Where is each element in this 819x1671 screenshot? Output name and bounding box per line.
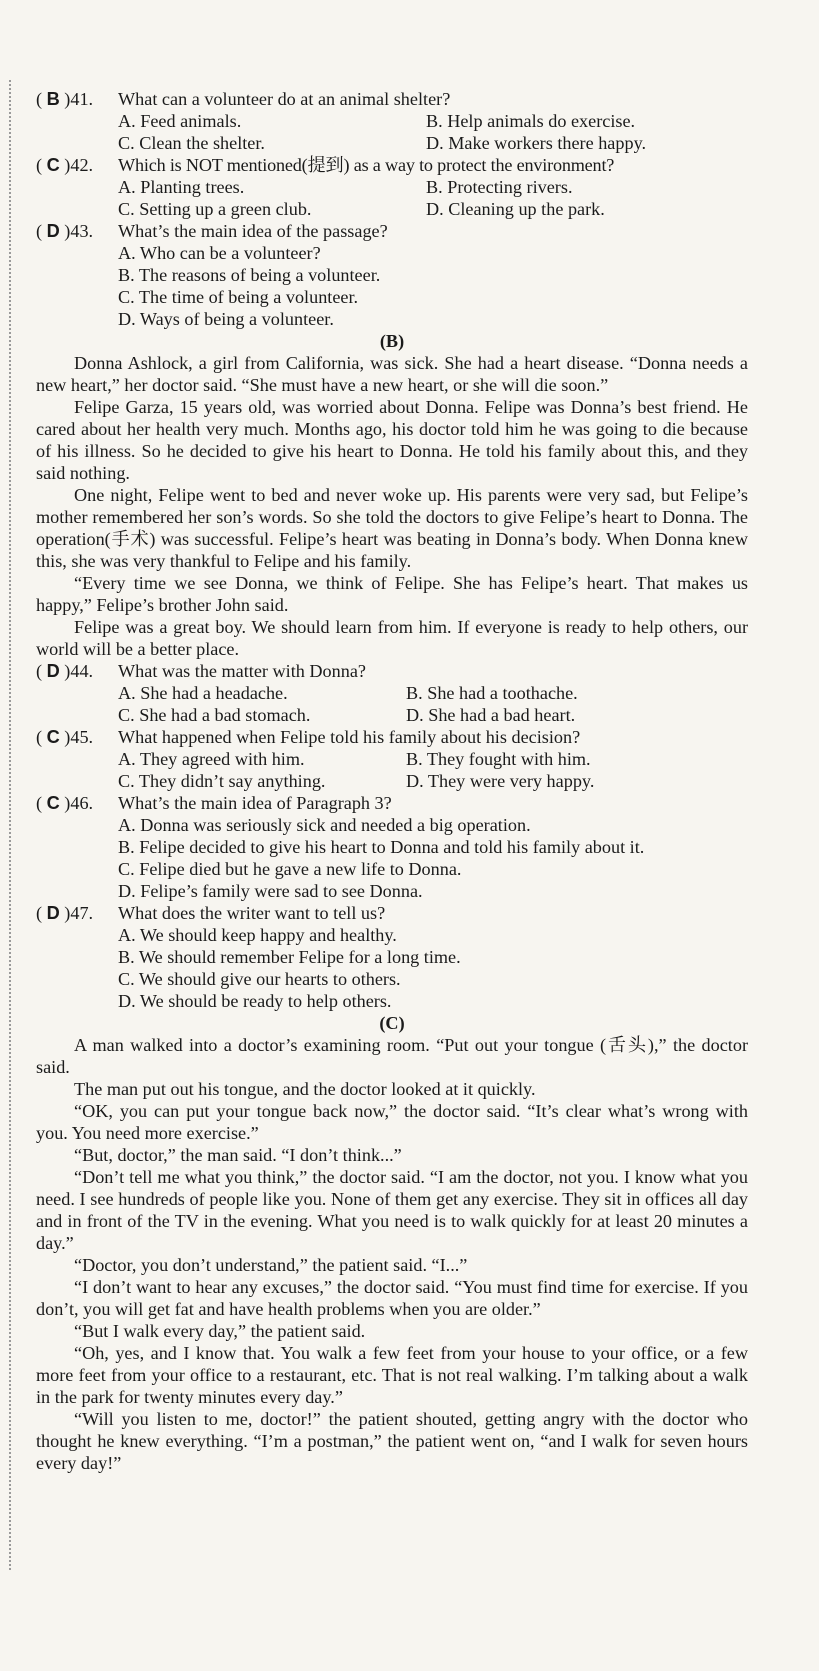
option-b: B. They fought with him. bbox=[406, 749, 591, 769]
passage-b-paragraph-4: “Every time we see Donna, we think of Felipe. She has Felipe’s heart. That makes us happy,” Felipe’s brother John said. bbox=[36, 573, 748, 615]
question-41: ( B )41. What can a volunteer do at an animal shelter? A. Feed animals. B. Help animals do exercise. C. Clean the shelter. D. Make workers there happy. bbox=[36, 89, 647, 153]
question-text: Which is NOT mentioned(提到) as a way to protect the environment? bbox=[118, 155, 615, 175]
passage-b-paragraph-2: Felipe Garza, 15 years old, was worried about Donna. Felipe was Donna’s best friend. He cared about her health very much. Months ago, his doctor told him he was going to die because of his illness. So he decided to give his heart to Donna. He told his family about this, and they said nothing. bbox=[36, 397, 748, 483]
option-c: C. Setting up a green club. bbox=[118, 199, 312, 219]
option-a: A. Feed animals. bbox=[118, 111, 242, 131]
answer-46: C bbox=[46, 793, 60, 813]
question-number: 47 bbox=[70, 903, 89, 923]
passage-c-paragraph-6: “Doctor, you don’t understand,” the patient said. “I...” bbox=[74, 1255, 468, 1275]
passage-c-paragraph-8: “But I walk every day,” the patient said. bbox=[74, 1321, 366, 1341]
binding-dotted-line bbox=[9, 80, 11, 1570]
answer-42: C bbox=[46, 155, 60, 175]
question-number: 41 bbox=[70, 89, 89, 109]
answer-43: D bbox=[46, 221, 60, 241]
option-c: C. The time of being a volunteer. bbox=[118, 287, 359, 307]
option-a: A. They agreed with him. bbox=[118, 749, 305, 769]
question-text: What happened when Felipe told his family about his decision? bbox=[118, 727, 581, 747]
passage-b-paragraph-3: One night, Felipe went to bed and never woke up. His parents were very sad, but Felipe’s mother remembered her son’s words. So she told the doctors to give Felipe’s heart to Donna. The operation(手术) was successful. Felipe’s heart was beating in Donna’s body. When Donna knew this, she was very thankful to Felipe and his family. bbox=[36, 485, 748, 571]
option-d: D. Ways of being a volunteer. bbox=[118, 309, 334, 329]
option-c: C. Felipe died but he gave a new life to Donna. bbox=[118, 859, 462, 879]
question-46: ( C )46. What’s the main idea of Paragraph 3? A. Donna was seriously sick and needed a big operation. B. Felipe decided to give his heart to Donna and told his family about it. C. Felipe died but he gave a new life to Donna. D. Felipe’s family were sad to see Donna. bbox=[36, 792, 748, 902]
passage-b-paragraph-1: Donna Ashlock, a girl from California, was sick. She had a heart disease. “Donna needs a new heart,” her doctor said. “She must have a new heart, or she will die soon.” bbox=[36, 353, 748, 395]
answer-44: D bbox=[46, 661, 60, 681]
question-47: ( D )47. What does the writer want to tell us? A. We should keep happy and healthy. B. We should remember Felipe for a long time. C. We should give our hearts to others. D. We should be ready to help others. bbox=[36, 902, 748, 1012]
option-a: A. Planting trees. bbox=[118, 177, 245, 197]
section-heading-c: (C) bbox=[379, 1013, 405, 1033]
question-text: What does the writer want to tell us? bbox=[118, 903, 386, 923]
passage-b-paragraph-5: Felipe was a great boy. We should learn from him. If everyone is ready to help others, our world will be a better place. bbox=[36, 617, 748, 659]
question-42: ( C )42. Which is NOT mentioned(提到) as a way to protect the environment? A. Planting trees. B. Protecting rivers. C. Setting up a green club. D. Cleaning up the park. bbox=[36, 155, 615, 219]
option-c: C. They didn’t say anything. bbox=[118, 771, 326, 791]
question-text: What can a volunteer do at an animal shelter? bbox=[118, 89, 451, 109]
question-number: 42 bbox=[70, 155, 89, 175]
option-b: B. We should remember Felipe for a long time. bbox=[118, 947, 461, 967]
question-text: What’s the main idea of Paragraph 3? bbox=[118, 793, 392, 813]
option-a: A. We should keep happy and healthy. bbox=[118, 925, 397, 945]
option-b: B. Felipe decided to give his heart to Donna and told his family about it. bbox=[118, 837, 645, 857]
option-b: B. She had a toothache. bbox=[406, 683, 578, 703]
question-number: 46 bbox=[70, 793, 89, 813]
option-b: B. Help animals do exercise. bbox=[426, 111, 636, 131]
question-43: ( D )43. What’s the main idea of the passage? A. Who can be a volunteer? B. The reasons of being a volunteer. C. The time of being a volunteer. D. Ways of being a volunteer. bbox=[36, 220, 748, 330]
passage-c-paragraph-1: A man walked into a doctor’s examining room. “Put out your tongue (舌头),” the doctor said. bbox=[36, 1035, 748, 1077]
passage-c-paragraph-7: “I don’t want to hear any excuses,” the doctor said. “You must find time for exercise. If you don’t, you will get fat and have health problems when you are older.” bbox=[36, 1277, 748, 1319]
question-44: ( D )44. What was the matter with Donna? A. She had a headache. B. She had a toothache. C. She had a bad stomach. D. She had a bad heart. bbox=[36, 661, 578, 725]
option-b: B. The reasons of being a volunteer. bbox=[118, 265, 381, 285]
option-a: A. She had a headache. bbox=[118, 683, 288, 703]
passage-c-paragraph-2: The man put out his tongue, and the doctor looked at it quickly. bbox=[74, 1079, 536, 1099]
passage-c-paragraph-4: “But, doctor,” the man said. “I don’t think...” bbox=[74, 1145, 402, 1165]
answer-41: B bbox=[46, 89, 60, 109]
option-d: D. Felipe’s family were sad to see Donna. bbox=[118, 881, 423, 901]
passage-c-paragraph-3: “OK, you can put your tongue back now,” the doctor said. “It’s clear what’s wrong with you. You need more exercise.” bbox=[36, 1101, 748, 1143]
question-text: What’s the main idea of the passage? bbox=[118, 221, 388, 241]
option-a: A. Donna was seriously sick and needed a big operation. bbox=[118, 815, 531, 835]
option-c: C. We should give our hearts to others. bbox=[118, 969, 401, 989]
passage-c-paragraph-9: “Oh, yes, and I know that. You walk a few feet from your house to your office, or a few more feet from your office to a restaurant, etc. That is not real walking. I’m talking about a walk in the park for twenty minutes every day.” bbox=[36, 1343, 748, 1407]
passage-c-paragraph-5: “Don’t tell me what you think,” the doctor said. “I am the doctor, not you. I know what you need. I see hundreds of people like you. None of them get any exercise. They sit in offices all day and in front of the TV in the evening. What you need is to walk quickly for at least 20 minutes a day.” bbox=[36, 1167, 748, 1253]
question-number: 43 bbox=[70, 221, 89, 241]
question-number: 44 bbox=[70, 661, 89, 681]
option-a: A. Who can be a volunteer? bbox=[118, 243, 321, 263]
passage-c-paragraph-10: “Will you listen to me, doctor!” the patient shouted, getting angry with the doctor who thought he knew everything. “I’m a postman,” the patient went on, “and I walk for seven hours every day!” bbox=[36, 1409, 748, 1473]
answer-45: C bbox=[46, 727, 60, 747]
option-d: D. Cleaning up the park. bbox=[426, 199, 605, 219]
reading-content bbox=[36, 88, 748, 1474]
question-text: What was the matter with Donna? bbox=[118, 661, 366, 681]
option-d: D. We should be ready to help others. bbox=[118, 991, 392, 1011]
section-heading-b: (B) bbox=[379, 331, 405, 351]
option-c: C. She had a bad stomach. bbox=[118, 705, 311, 725]
question-number: 45 bbox=[70, 727, 89, 747]
option-c: C. Clean the shelter. bbox=[118, 133, 265, 153]
option-b: B. Protecting rivers. bbox=[426, 177, 573, 197]
option-d: D. They were very happy. bbox=[406, 771, 595, 791]
option-d: D. Make workers there happy. bbox=[426, 133, 647, 153]
answer-47: D bbox=[46, 903, 60, 923]
question-45: ( C )45. What happened when Felipe told his family about his decision? A. They agreed with him. B. They fought with him. C. They didn’t say anything. D. They were very happy. bbox=[36, 727, 595, 791]
option-d: D. She had a bad heart. bbox=[406, 705, 576, 725]
